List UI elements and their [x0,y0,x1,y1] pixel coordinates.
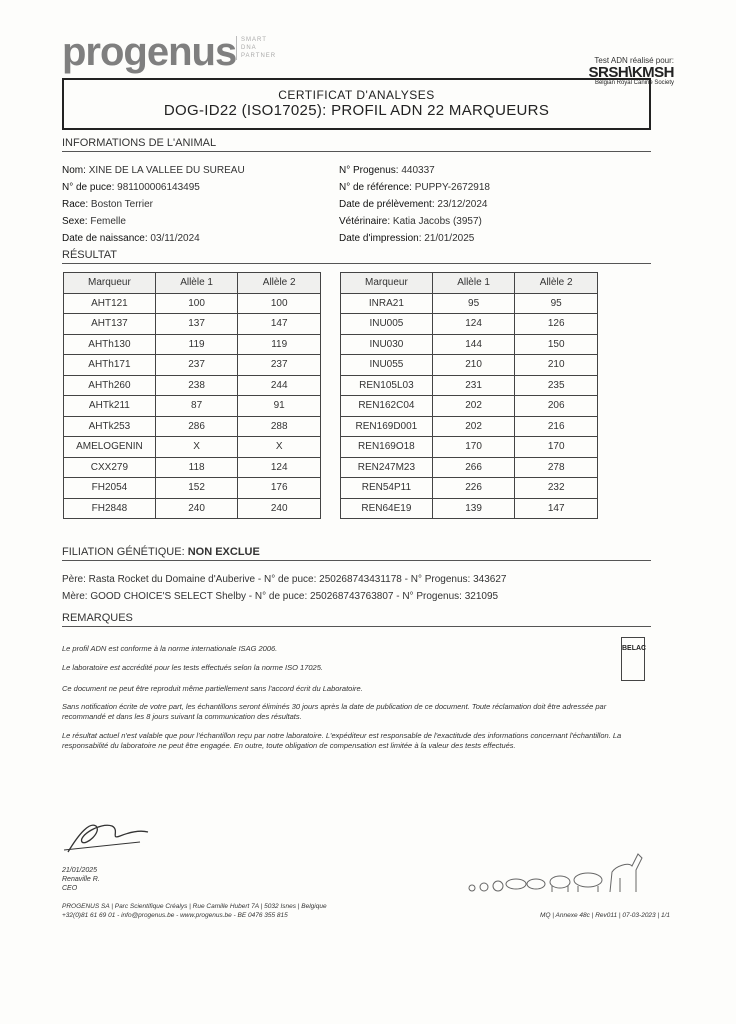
table-row [64,457,321,478]
marker-cell: CXX279 [64,457,156,478]
marker-cell: REN247M23 [341,457,433,478]
table-row [341,457,598,478]
certificate-subtitle: DOG-ID22 (ISO17025): PROFIL ADN 22 MARQUEURS [163,102,550,119]
marker-cell: AHT137 [64,314,156,335]
marker-cell: AHTk253 [64,416,156,437]
allele-2-cell: 124 [238,457,321,478]
allele-2-cell: 278 [515,457,598,478]
allele-1-cell: 286 [155,416,238,437]
info-row: N° Progenus: 440337 [339,165,435,176]
allele-2-cell: 95 [515,293,598,314]
col-allele-2: Allèle 2 [515,273,598,294]
allele-1-cell: 170 [432,437,515,458]
allele-1-cell: 95 [432,293,515,314]
allele-1-cell: 119 [155,334,238,355]
signature-role: CEO [62,885,78,892]
results-table-left [63,272,321,519]
allele-1-cell: 238 [155,375,238,396]
allele-1-cell: 100 [155,293,238,314]
mother-line: Mère: GOOD CHOICE'S SELECT Shelby - N° de puce: 250268743763807 - N° Progenus: 321095 [62,591,499,602]
allele-2-cell: 170 [515,437,598,458]
results-table-right [340,272,598,519]
allele-2-cell: 91 [238,396,321,417]
remarks-heading: REMARQUES [62,612,651,627]
col-allele-2: Allèle 2 [238,273,321,294]
allele-1-cell: 139 [432,498,515,519]
results-heading: RÉSULTAT [62,249,651,264]
animals-illustration-icon [460,848,650,898]
marker-cell: INRA21 [341,293,433,314]
info-row: Vétérinaire: Katia Jacobs (3957) [339,216,482,227]
allele-2-cell: 126 [515,314,598,335]
table-header-row [64,273,321,294]
remark-item: Ce document ne peut être reproduit même partiellement sans l'accord écrit du Laboratoire. [62,684,363,693]
partner-subtitle: Belgian Royal Canine Society [594,80,674,86]
allele-2-cell: 237 [238,355,321,376]
allele-2-cell: X [238,437,321,458]
progenus-logo: progenus [62,30,237,74]
marker-cell: AHTh260 [64,375,156,396]
marker-cell: INU030 [341,334,433,355]
allele-2-cell: 147 [515,498,598,519]
allele-1-cell: 87 [155,396,238,417]
signature-date: 21/01/2025 [62,867,98,874]
allele-1-cell: 124 [432,314,515,335]
table-row [341,293,598,314]
marker-cell: REN162C04 [341,396,433,417]
remark-item: Le laboratoire est accrédité pour les tests effectués selon la norme ISO 17025. [62,663,323,672]
table-header-row [341,273,598,294]
marker-cell: REN105L03 [341,375,433,396]
allele-2-cell: 176 [238,478,321,499]
info-row: Date de naissance: 03/11/2024 [62,233,200,244]
info-row: N° de référence: PUPPY-2672918 [339,182,490,193]
marker-cell: INU005 [341,314,433,335]
signature-icon [60,812,150,862]
marker-cell: REN169D001 [341,416,433,437]
table-row [341,355,598,376]
allele-1-cell: 231 [432,375,515,396]
info-row: Date d'impression: 21/01/2025 [339,233,475,244]
allele-1-cell: 226 [432,478,515,499]
marker-cell: REN169O18 [341,437,433,458]
allele-1-cell: 240 [155,498,238,519]
signature-block [62,866,100,893]
footer-reference: MQ | Annexe 48c | Rev011 | 07-03-2023 | 1/1 [540,912,670,919]
allele-2-cell: 216 [515,416,598,437]
table-row [341,396,598,417]
table-row [341,437,598,458]
animal-info-heading: INFORMATIONS DE L'ANIMAL [62,137,651,152]
allele-1-cell: 210 [432,355,515,376]
marker-cell: AHTh130 [64,334,156,355]
test-note: Test ADN réalisé pour: [594,56,674,65]
marker-cell: FH2054 [64,478,156,499]
marker-cell: AHTh171 [64,355,156,376]
col-allele-1: Allèle 1 [155,273,238,294]
allele-1-cell: 266 [432,457,515,478]
animal-info-right [339,162,649,247]
srsh-kmsh-logo: SRSH\KMSH [588,64,674,81]
allele-2-cell: 288 [238,416,321,437]
table-row [64,375,321,396]
table-row [341,498,598,519]
table-row [341,478,598,499]
table-row [341,416,598,437]
allele-2-cell: 206 [515,396,598,417]
allele-2-cell: 119 [238,334,321,355]
table-row [64,416,321,437]
info-row: N° de puce: 981100006143495 [62,182,200,193]
belac-logo: BELAC [621,637,645,681]
parents-info [62,571,662,605]
col-marqueur: Marqueur [64,273,156,294]
table-row [341,314,598,335]
info-row: Nom: XINE DE LA VALLEE DU SUREAU [62,165,245,176]
info-row: Race: Boston Terrier [62,199,153,210]
marker-cell: AHT121 [64,293,156,314]
allele-1-cell: 118 [155,457,238,478]
animal-info-left [62,162,332,247]
allele-2-cell: 210 [515,355,598,376]
allele-2-cell: 240 [238,498,321,519]
allele-2-cell: 100 [238,293,321,314]
table-row [341,375,598,396]
table-row [64,334,321,355]
allele-1-cell: 202 [432,396,515,417]
remark-item: Le résultat actuel n'est valable que pour l'échantillon reçu par notre laboratoire. L'expéditeur est responsable de l'exactitude des informations concernant l'échantillon. La responsabilité du laboratoire ne peut être engagée. En outre, toute obligation de compensation est limitée à la valeur des tests effectués. [62,731,622,750]
filiation-heading: FILIATION GÉNÉTIQUE: NON EXCLUE [62,546,651,561]
allele-2-cell: 244 [238,375,321,396]
marker-cell: AMELOGENIN [64,437,156,458]
marker-cell: AHTk211 [64,396,156,417]
remark-item: Le profil ADN est conforme à la norme internationale ISAG 2006. [62,644,278,653]
allele-1-cell: 152 [155,478,238,499]
footer-address: PROGENUS SA | Parc Scientifique Créalys | Rue Camille Hubert 7A | 5032 Isnes | Belgique +32(0)81 61 69 01 - info@progenus.be - www.progenus.be - BE 0476 355 815 [62,903,327,919]
table-row [64,355,321,376]
marker-cell: REN54P11 [341,478,433,499]
allele-2-cell: 147 [238,314,321,335]
allele-1-cell: 144 [432,334,515,355]
father-line: Père: Rasta Rocket du Domaine d'Auberive - N° de puce: 250268743431178 - N° Progenus: 343627 [62,574,507,585]
col-marqueur: Marqueur [341,273,433,294]
table-row [64,437,321,458]
marker-cell: FH2848 [64,498,156,519]
table-row [64,478,321,499]
table-row [64,314,321,335]
table-row [64,396,321,417]
filiation-status: NON EXCLUE [187,546,260,558]
table-row [64,293,321,314]
allele-2-cell: 232 [515,478,598,499]
allele-1-cell: 237 [155,355,238,376]
info-row: Date de prélèvement: 23/12/2024 [339,199,488,210]
certificate-title: CERTIFICAT D'ANALYSES [278,88,435,102]
allele-2-cell: 235 [515,375,598,396]
allele-1-cell: 137 [155,314,238,335]
info-row: Sexe: Femelle [62,216,126,227]
table-row [341,334,598,355]
remark-item: Sans notification écrite de votre part, les échantillons seront éliminés 30 jours après la date de publication de ce document. Toute réclamation doit être adressée par recommandé et dans les 8 jours suivant la communication des résultats. [62,702,607,721]
title-box [62,78,651,130]
marker-cell: REN64E19 [341,498,433,519]
col-allele-1: Allèle 1 [432,273,515,294]
allele-2-cell: 150 [515,334,598,355]
table-row [64,498,321,519]
signature-name: Renaville R. [62,876,100,883]
allele-1-cell: 202 [432,416,515,437]
allele-1-cell: X [155,437,238,458]
marker-cell: INU055 [341,355,433,376]
logo-tagline: SMART DNA PARTNER [236,36,276,60]
